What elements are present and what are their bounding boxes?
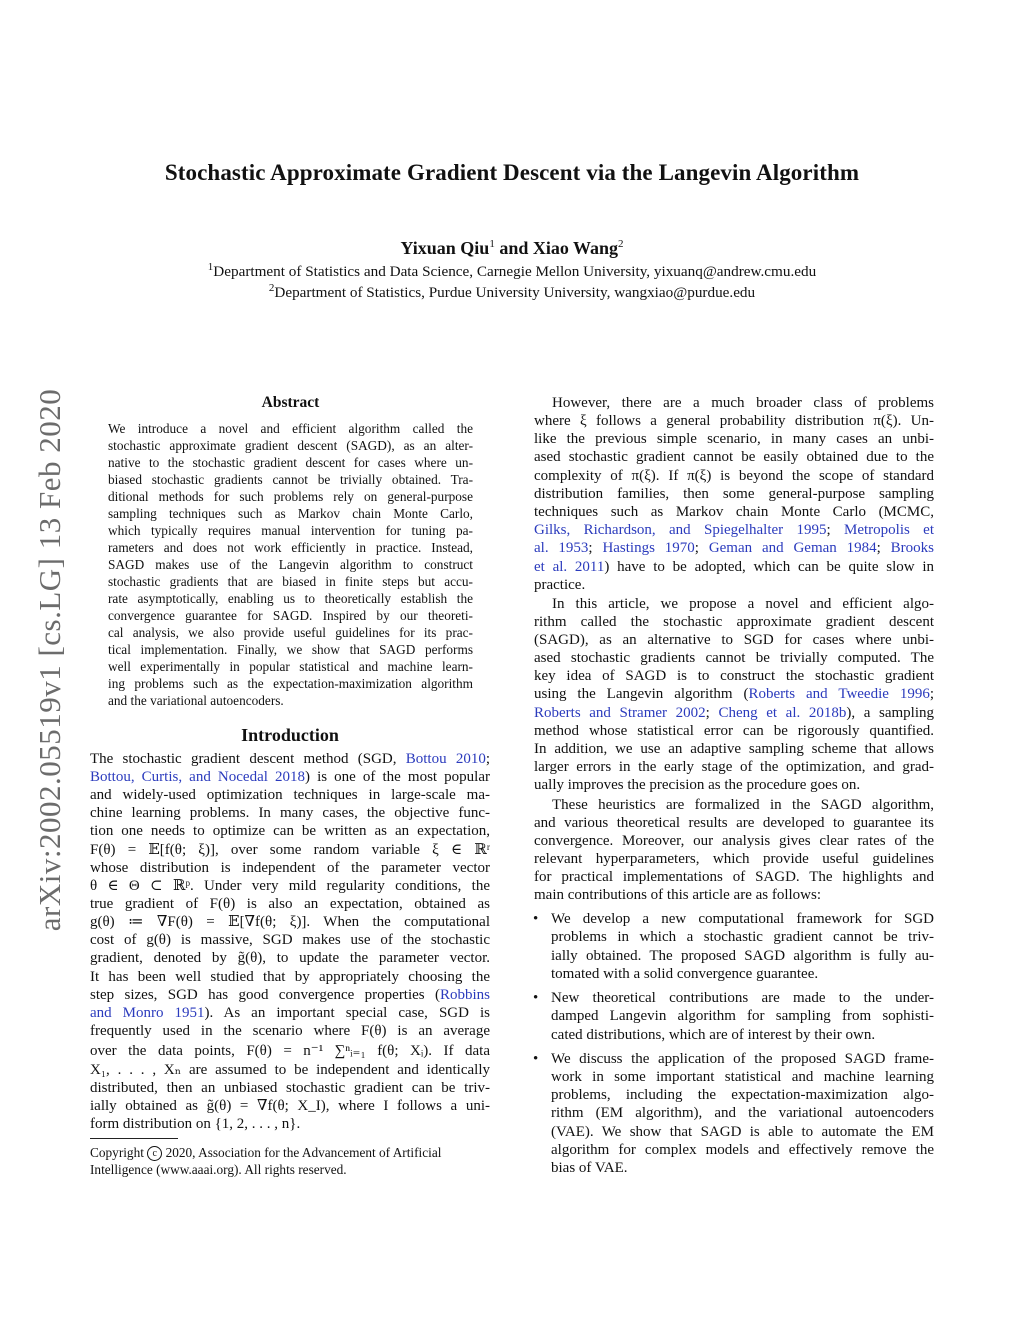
intro-text: The stochastic gradient descent method (SGD, — [90, 751, 406, 767]
bullet-icon: • — [533, 911, 539, 927]
body-line: larger errors in the early stage of the optimization, and grad- — [534, 759, 934, 775]
body-line: where ξ follows a general probability distribution π(ξ). Un- — [534, 413, 934, 429]
intro-line — [90, 751, 490, 768]
copyright-line — [90, 1145, 490, 1161]
author-name: Yixuan Qiu — [400, 238, 490, 258]
affiliation-2 — [0, 282, 1024, 302]
affiliation-1 — [0, 261, 1024, 281]
bullet-line: work in some important statistical and machine learning — [551, 1069, 934, 1085]
body-line: In this article, we propose a novel and efficient algo- — [552, 596, 934, 612]
body-line: convergence. Moreover, our analysis gives clear rates of the — [534, 833, 934, 849]
bullet-icon: • — [533, 990, 539, 1006]
abstract-line: which typically requires manual intervention for tuning pa- — [108, 523, 473, 538]
paper-title: Stochastic Approximate Gradient Descent via the Langevin Algorithm — [164, 160, 860, 185]
body-line: (SAGD), as an alternative to SGD for cases where unbi- — [534, 632, 934, 648]
affiliation-mark: 1 — [207, 261, 214, 273]
citation-link[interactable]: Cheng et al. 2018b — [718, 705, 847, 721]
bullet-line: problems, including the expectation-maximization algo- — [551, 1087, 934, 1103]
abstract-line: sampling techniques such as Markov chain Monte Carlo, — [108, 506, 473, 521]
bullet-line: bias of VAE. — [551, 1160, 628, 1176]
footnote-text: 2020, Association for the Advancement of Artificial — [162, 1145, 442, 1160]
copyright-line: Intelligence (www.aaai.org). All rights reserved. — [90, 1162, 347, 1177]
citation-link[interactable]: Hastings 1970 — [602, 540, 695, 556]
citation-link[interactable]: et al. 2011 — [534, 559, 605, 575]
body-line: method whose statistical error can be rigorously quantified. — [534, 723, 934, 739]
body-line: ased stochastic gradient cannot be easily obtained due to the — [534, 449, 934, 465]
affiliation-text: Department of Statistics and Data Science, Carnegie Mellon University, yixuanq@andrew.cmu.edu — [213, 263, 817, 281]
citation-link[interactable]: Brooks — [890, 540, 934, 556]
body-line: practice. — [534, 577, 586, 593]
bullet-line: cated distributions, which are of interest by their own. — [551, 1027, 876, 1043]
abstract-line: tical implementation. Finally, we show that SAGD performs — [108, 642, 473, 657]
bullet-line: problems in which a stochastic gradient cannot be triv- — [551, 929, 934, 945]
bullet-line: We develop a new computational framework for SGD — [551, 911, 934, 927]
affiliation-text: Department of Statistics, Purdue University University, wangxiao@purdue.edu — [274, 284, 756, 302]
copyright-icon: c — [147, 1146, 162, 1161]
body-line: ually improves the precision as the procedure goes on. — [534, 777, 861, 793]
abstract-line: and the variational autoencoders. — [108, 693, 284, 708]
body-line: and various theoretical results are developed to guarantee its — [534, 815, 934, 831]
intro-line: It has been well studied that by appropriately choosing the — [90, 969, 490, 985]
bullet-line: New theoretical contributions are made to the under- — [551, 990, 934, 1006]
intro-line — [90, 987, 490, 1004]
body-line: distribution families, then some general-purpose sampling — [534, 486, 934, 502]
citation-link[interactable]: Roberts and Stramer 2002 — [534, 705, 706, 721]
body-line — [534, 559, 934, 576]
abstract-line: rate asymptotically, enabling us to theoretically establish the — [108, 591, 473, 606]
abstract-line: We introduce a novel and efficient algorithm called the — [108, 421, 473, 436]
author-conjunction: and — [494, 238, 533, 258]
intro-line: F(θ) = 𝔼[f(θ; ξ)], over some random variable ξ ∈ ℝʳ — [90, 842, 490, 858]
intro-line: frequently used in the scenario where F(θ) is an average — [90, 1023, 490, 1039]
body-text: ; — [876, 540, 891, 556]
citation-link[interactable]: Bottou, Curtis, and Nocedal 2018 — [90, 769, 305, 785]
intro-line — [90, 1005, 490, 1022]
arxiv-sidebar-stamp — [30, 350, 70, 970]
intro-text: ; — [485, 751, 490, 767]
intro-line: g(θ) ≔ ∇F(θ) = 𝔼[∇f(θ; ξ)]. When the computational — [90, 914, 490, 930]
intro-line: cost of g(θ) is massive, SGD makes use of the stochastic — [90, 932, 490, 948]
citation-link[interactable]: Gilks, Richardson, and Spiegelhalter 1995 — [534, 522, 827, 538]
abstract-line: SAGD makes use of the Langevin algorithm to construct — [108, 557, 473, 572]
intro-text: ). As an important special case, SGD is — [204, 1005, 490, 1021]
body-line: techniques such as Markov chain Monte Carlo (MCMC, — [534, 504, 934, 520]
abstract-line: rameters and does not work efficiently in practice. Instead, — [108, 540, 473, 555]
abstract-line: stochastic approximate gradient descent (SAGD), as an alter- — [108, 438, 473, 453]
affiliation-mark: 1 — [489, 238, 495, 250]
citation-link[interactable]: Roberts and Tweedie 1996 — [748, 686, 930, 702]
affiliation-mark: 2 — [618, 238, 624, 250]
footnote-rule — [90, 1138, 178, 1139]
body-line: In addition, we use an adaptive sampling scheme that allows — [534, 741, 934, 757]
intro-text: ) is one of the most popular — [305, 769, 490, 785]
body-line: relevant hyperparameters, which provide useful guidelines — [534, 851, 934, 867]
body-line — [534, 522, 934, 539]
abstract-line: stochastic gradients that are biased in finite steps but accu- — [108, 574, 473, 589]
intro-text: step sizes, SGD has good convergence properties ( — [90, 987, 440, 1003]
intro-line: tion one needs to optimize can be written as an expectation, — [90, 823, 490, 839]
body-line: ased stochastic gradients cannot be trivially computed. The — [534, 650, 934, 666]
body-text: ; — [826, 522, 845, 538]
abstract-heading: Abstract — [261, 394, 320, 411]
intro-line: ially obtained as g̃(θ) = ∇f(θ; X_I), where I follows a uni- — [90, 1098, 490, 1114]
bullet-icon: • — [533, 1051, 539, 1067]
section-heading-introduction: Introduction — [241, 725, 339, 745]
intro-line: whose distribution is independent of the parameter vector — [90, 860, 490, 876]
body-line: like the previous simple scenario, in many cases an unbi- — [534, 431, 934, 447]
abstract-line: ditional methods for such problems rely on general-purpose — [108, 489, 473, 504]
body-line: main contributions of this article are as follows: — [534, 887, 822, 903]
body-line: These heuristics are formalized in the SAGD algorithm, — [552, 797, 934, 813]
bullet-line: ially obtained. The proposed SAGD algorithm is fully au- — [551, 948, 934, 964]
body-text: ; — [694, 540, 709, 556]
author-list — [0, 238, 1024, 259]
body-text: using the Langevin algorithm ( — [534, 686, 749, 702]
body-line: for practical implementations of SAGD. The highlights and — [534, 869, 934, 885]
intro-line: form distribution on {1, 2, . . . , n}. — [90, 1116, 301, 1132]
intro-line: distributed, then an unbiased stochastic gradient can be triv- — [90, 1080, 490, 1096]
body-line: complexity of π(ξ). If π(ξ) is beyond the scope of standard — [534, 468, 934, 484]
affiliation-mark: 2 — [268, 282, 275, 294]
bullet-line: tomated with a solid convergence guarantee. — [551, 966, 819, 982]
abstract-line: cal analysis, we also provide useful guidelines for its prac- — [108, 625, 473, 640]
arxiv-id: arXiv:2002.05519v1 [cs.LG] 13 Feb 2020 — [32, 388, 67, 932]
body-line: key idea of SAGD is to construct the stochastic gradient — [534, 668, 934, 684]
citation-link[interactable]: and Monro 1951 — [90, 1005, 205, 1021]
citation-link[interactable]: Geman and Geman 1984 — [708, 540, 877, 556]
body-text: ) have to be adopted, which can be quite slow in — [604, 559, 935, 575]
body-text: ), a sampling — [846, 705, 935, 721]
bullet-line: We discuss the application of the proposed SAGD frame- — [551, 1051, 934, 1067]
body-line: However, there are a much broader class of problems — [552, 395, 934, 411]
abstract-line: biased stochastic gradients cannot be trivially obtained. Tra- — [108, 472, 473, 487]
author-name: Xiao Wang — [532, 238, 619, 258]
body-text: ; — [588, 540, 603, 556]
body-text: ; — [929, 686, 935, 702]
body-line — [534, 540, 934, 557]
bullet-line: algorithm for complex models and effectively remove the — [551, 1142, 934, 1158]
citation-link[interactable]: al. 1953 — [534, 540, 589, 556]
intro-line: gradient, denoted by g̃(θ), to update the parameter vector. — [90, 950, 490, 966]
body-line: rithm called the stochastic approximate gradient descent — [534, 614, 934, 630]
abstract-line: native to the stochastic gradient descent for cases where un- — [108, 455, 473, 470]
abstract-line: ing problems such as the expectation-maximization algorithm — [108, 676, 473, 691]
intro-line: chine learning problems. In many cases, the objective func- — [90, 805, 490, 821]
abstract-line: well experimentally in popular statistical and machine learn- — [108, 659, 473, 674]
citation-link[interactable]: Robbins — [439, 987, 490, 1003]
intro-line: true gradient of F(θ) is also an expectation, obtained as — [90, 896, 490, 912]
bullet-line: (VAE). We show that SAGD is able to automate the EM — [551, 1124, 934, 1140]
bullet-line: rithm (EM algorithm), and the variational autoencoders — [551, 1105, 934, 1121]
intro-line — [90, 769, 490, 786]
body-line — [534, 686, 934, 703]
citation-link[interactable]: Bottou 2010 — [405, 751, 486, 767]
intro-line: over the data points, F(θ) = n⁻¹ ∑ⁿᵢ₌₁ f(θ; Xᵢ). If data — [90, 1043, 490, 1059]
intro-line: θ ∈ Θ ⊂ ℝᵖ. Under very mild regularity conditions, the — [90, 878, 490, 894]
footnote-text: Copyright — [90, 1145, 148, 1160]
bullet-line: damped Langevin algorithm for sampling from sophisti- — [551, 1008, 934, 1024]
citation-link[interactable]: Metropolis et — [844, 522, 935, 538]
body-line — [534, 705, 934, 722]
intro-line: X₁, . . . , Xₙ are assumed to be independent and identically — [90, 1062, 490, 1078]
abstract-line: convergence guarantee for SAGD. Inspired by our theoreti- — [108, 608, 473, 623]
body-text: ; — [705, 705, 719, 721]
intro-line: and widely-used optimization techniques in large-scale ma- — [90, 787, 490, 803]
